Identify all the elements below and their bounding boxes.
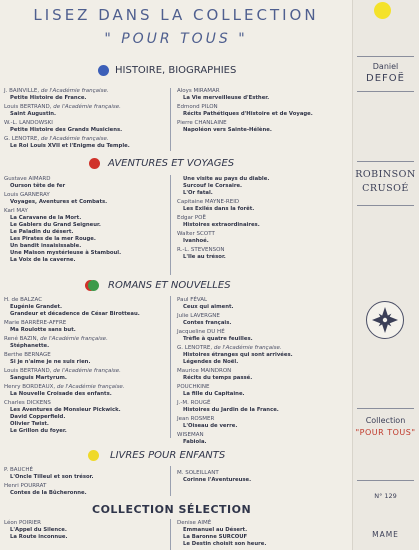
spine-divider	[357, 408, 414, 409]
book-title: Ourson tête de fer	[10, 183, 66, 189]
spine-collection-name: "POUR TOUS"	[355, 428, 416, 437]
header-line-1: LISEZ DANS LA COLLECTION	[33, 6, 319, 24]
yellow-dot-icon	[374, 2, 391, 19]
author-academy: de l'Académie française.	[40, 88, 109, 94]
author-name: Jean ROSMER	[177, 416, 215, 422]
catalog-entry	[4, 400, 174, 435]
book-title: Eugénie Grandet.	[10, 304, 63, 310]
catalog-entry	[4, 352, 174, 366]
author-academy: de l'Académie française.	[40, 136, 109, 142]
author-name: Edgar POË	[177, 215, 206, 221]
spine-title-line-1: ROBINSON	[355, 169, 416, 180]
spine-divider	[357, 205, 414, 206]
book-title: Récits du temps passé.	[183, 375, 253, 381]
book-title: David Copperfield.	[10, 414, 66, 420]
spine-collection-label: Collection	[365, 416, 406, 425]
section-enfants-right	[177, 470, 347, 486]
spine-divider	[357, 480, 414, 481]
book-title: Contes de la Bûcheronne.	[10, 490, 87, 496]
author-name: Marie BARRÈRE-AFFRE	[4, 320, 67, 326]
entry-author	[177, 199, 347, 206]
catalog-entry	[177, 313, 347, 327]
author-name: M. SOLEILLANT	[177, 470, 219, 476]
book-title: La Voix de la caverne.	[10, 257, 76, 263]
catalog-entry	[177, 520, 347, 548]
catalog-entry	[4, 368, 174, 382]
entry-author	[177, 247, 347, 254]
section-title: ROMANS ET NOUVELLES	[108, 280, 231, 291]
book-title: La Route inconnue.	[10, 534, 68, 540]
author-name: Maurice MAINDRON	[177, 368, 232, 374]
entry-author	[4, 120, 174, 127]
catalog-entry	[4, 336, 174, 350]
book-title: Olivier Twist.	[10, 421, 49, 427]
entry-author	[177, 88, 347, 95]
catalog-entry	[4, 136, 174, 150]
author-name: Karl MAY	[4, 208, 28, 214]
catalog-entry	[177, 345, 347, 366]
catalog-entry	[4, 192, 174, 206]
book-title: Voyages, Aventures et Combats.	[10, 199, 108, 205]
book-title: Le Destin choisit son heure.	[183, 541, 267, 547]
catalog-entry	[4, 467, 174, 481]
catalog-entry	[4, 320, 174, 334]
section-selection-right	[177, 520, 347, 550]
catalog-entry	[4, 384, 174, 398]
entry-author	[177, 104, 347, 111]
entry-author	[4, 384, 174, 391]
entry-author	[177, 297, 347, 304]
section-histoire-left	[4, 88, 174, 152]
book-title: Histoires étranges qui sont arrivées.	[183, 352, 293, 358]
author-name: J.-M. ROUGÉ	[177, 400, 211, 406]
catalog-entry	[177, 176, 347, 197]
author-name: Berthe BERNAGE	[4, 352, 51, 358]
section-title: COLLECTION SÉLECTION	[92, 503, 252, 516]
author-name: W.-L. LANDOWSKI	[4, 120, 53, 126]
book-title: L'Ile au trésor.	[183, 254, 226, 260]
book-title: Les Exilés dans la forêt.	[183, 206, 255, 212]
book-title: Légendes de Noël.	[183, 359, 239, 365]
green-dot-icon	[88, 280, 99, 291]
section-header-enfants	[0, 447, 352, 467]
author-name: Jacqueline DU HÉ	[177, 329, 225, 335]
catalog-entry	[177, 297, 347, 311]
book-title: Emmanuel au Désert.	[183, 527, 248, 533]
section-header-histoire	[0, 62, 352, 82]
book-title: L'Or fatal.	[183, 190, 213, 196]
book-title: La Baronne SURCOUF	[183, 534, 248, 540]
book-title: L'Oiseau de verre.	[183, 423, 238, 429]
author-academy: de l'Académie française.	[56, 384, 125, 390]
book-title: L'Appel du Silence.	[10, 527, 67, 533]
catalog-entry	[177, 215, 347, 229]
book-title: Le Roi Louis XVII et l'Enigme du Temple.	[10, 143, 130, 149]
book-title: Petite Histoire des Grands Musiciens.	[10, 127, 123, 133]
author-name: G. LENOTRE,	[4, 136, 40, 142]
author-name: Aloys MIRAMAR	[177, 88, 220, 94]
author-name: Paul FÉVAL	[177, 297, 208, 303]
book-title: La fille du Capitaine.	[183, 391, 245, 397]
section-header-selection	[0, 500, 352, 520]
section-aventures-left	[4, 176, 174, 266]
entry-author	[177, 120, 347, 127]
catalog-entry	[177, 231, 347, 245]
catalog-entry	[4, 88, 174, 102]
book-title: Une Maison mystérieuse à Stamboul.	[10, 250, 122, 256]
entry-author	[177, 432, 347, 439]
entry-author	[177, 215, 347, 222]
catalog-entry	[4, 208, 174, 264]
entry-author	[4, 352, 174, 359]
spine-author-first: Daniel	[372, 62, 399, 71]
book-title: Un bandit insaisissable.	[10, 243, 82, 249]
entry-author	[4, 336, 174, 343]
author-name: H. de BALZAC	[4, 297, 43, 303]
section-title: LIVRES POUR ENFANTS	[110, 450, 226, 461]
book-title: Les Aventures de Monsieur Pickwick.	[10, 407, 121, 413]
section-title: HISTOIRE, BIOGRAPHIES	[115, 65, 237, 76]
author-name: G. LENOTRE,	[177, 345, 213, 351]
entry-author	[4, 368, 174, 375]
red-dot-icon	[89, 158, 100, 169]
entry-author	[4, 208, 174, 215]
spine-divider	[357, 56, 414, 57]
entry-author	[4, 320, 174, 327]
author-name: Capitaine MAYNE-REID	[177, 199, 240, 205]
book-title: Trèfle à quatre feuilles.	[183, 336, 253, 342]
catalog-entry	[177, 416, 347, 430]
author-name: Denise AIMÉ	[177, 520, 212, 526]
author-name: WISEMAN	[177, 432, 204, 438]
book-title: Grandeur et décadence de César Birotteau.	[10, 311, 140, 317]
book-title: Ma Roulotte sans but.	[10, 327, 76, 333]
book-title: Le Paladin du désert.	[10, 229, 74, 235]
author-name: J. BAINVILLE,	[4, 88, 40, 94]
yellow-dot-icon	[88, 450, 99, 461]
section-header-aventures	[0, 155, 352, 175]
section-romans-right	[177, 297, 347, 448]
author-name: René BAZIN,	[4, 336, 39, 342]
section-selection-left	[4, 520, 174, 543]
author-academy: de l'Académie française.	[213, 345, 282, 351]
author-name: Louis BERTRAND,	[4, 368, 52, 374]
book-title: Petite Histoire de France.	[10, 95, 87, 101]
book-title: Sanguis Martyrum.	[10, 375, 67, 381]
book-title: Napoléon vers Sainte-Hélène.	[183, 127, 272, 133]
book-title: Les Pirates de la mer Rouge.	[10, 236, 96, 242]
author-name: Pierre CHANLAINE	[177, 120, 227, 126]
author-name: Louis BERTRAND,	[4, 104, 52, 110]
catalog-entry	[177, 400, 347, 414]
entry-author	[4, 136, 174, 143]
spine-number: N° 129	[374, 492, 397, 500]
blue-dot-icon	[98, 65, 109, 76]
book-title: La Vie merveilleuse d'Esther.	[183, 95, 270, 101]
section-enfants-left	[4, 467, 174, 499]
entry-author	[4, 520, 174, 527]
book-title: Si je n'aime je ne suis rien.	[10, 359, 91, 365]
book-title: La Caravane de la Mort.	[10, 215, 82, 221]
entry-author	[177, 345, 347, 352]
catalog-entry	[177, 88, 347, 102]
catalog-entry	[177, 368, 347, 382]
author-academy: de l'Académie française.	[53, 368, 121, 374]
entry-author	[4, 483, 174, 490]
catalog-entry	[177, 247, 347, 261]
entry-author	[4, 104, 174, 111]
entry-author	[177, 313, 347, 320]
author-name: Henry BORDEAUX,	[4, 384, 56, 390]
catalog-entry	[177, 432, 347, 446]
book-title: Le Gablers du Grand Seigneur.	[10, 222, 101, 228]
spine-author-last: DEFOË	[366, 73, 405, 84]
catalog-entry	[4, 120, 174, 134]
book-title: Saint Augustin.	[10, 111, 57, 117]
book-title: Histoires du Jardin de la France.	[183, 407, 279, 413]
book-title: Récits Pathétiques d'Histoire et de Voyage.	[183, 111, 313, 117]
spine-title-line-2: CRUSOÉ	[362, 183, 409, 194]
author-name: Henri POURRAT	[4, 483, 47, 489]
publisher-emblem-icon	[366, 301, 404, 339]
author-name: P. BAUCHÉ	[4, 467, 33, 473]
entry-author	[177, 400, 347, 407]
author-name: Louis GARNERAY	[4, 192, 50, 198]
book-title: Une visite au pays du diable.	[183, 176, 270, 182]
catalog-entry	[4, 520, 174, 541]
catalog-entry	[177, 104, 347, 118]
book-title: Surcouf le Corsaire.	[183, 183, 243, 189]
book-title: L'Oncle Tilleul et son trésor.	[10, 474, 94, 480]
catalog-entry	[4, 297, 174, 318]
author-name: Gustave AIMARD	[4, 176, 51, 182]
book-title: Le Grillon du foyer.	[10, 428, 67, 434]
entry-author	[4, 176, 174, 183]
author-name: Charles DICKENS	[4, 400, 51, 406]
book-title: Histoires extraordinaires.	[183, 222, 260, 228]
spine-divider	[357, 161, 414, 162]
book-title: La Nouvelle Croisade des enfants.	[10, 391, 112, 397]
section-title: AVENTURES ET VOYAGES	[108, 158, 235, 169]
section-aventures-right	[177, 176, 347, 263]
catalog-entry	[177, 470, 347, 484]
book-title: Fabiola.	[183, 439, 207, 445]
catalog-entry	[4, 104, 174, 118]
section-histoire-right	[177, 88, 347, 136]
spine-publisher: MAME	[372, 530, 399, 539]
header-line-2: " POUR TOUS "	[104, 31, 248, 47]
book-title: Ceux qui aiment.	[183, 304, 234, 310]
entry-author	[4, 192, 174, 199]
author-name: Léon POIRIER	[4, 520, 41, 526]
author-name: R.-L. STEVENSON	[177, 247, 225, 253]
book-title: Corinne l'Aventureuse.	[183, 477, 252, 483]
author-name: Julie LAVERGNE	[177, 313, 220, 319]
entry-author	[4, 297, 174, 304]
catalog-entry	[177, 329, 347, 343]
entry-author	[177, 384, 347, 391]
author-name: POUCHKINE	[177, 384, 210, 390]
catalog-entry	[177, 384, 347, 398]
entry-author	[4, 88, 174, 95]
author-name: Walter SCOTT	[177, 231, 215, 237]
entry-author	[177, 231, 347, 238]
entry-author	[177, 329, 347, 336]
book-title: Ivanhoé.	[183, 238, 209, 244]
entry-author	[4, 400, 174, 407]
author-name: Edmond PILON	[177, 104, 218, 110]
section-romans-left	[4, 297, 174, 437]
catalog-entry	[4, 483, 174, 497]
author-academy: de l'Académie française.	[40, 336, 108, 342]
entry-author	[177, 416, 347, 423]
entry-author	[177, 368, 347, 375]
catalog-entry	[4, 176, 174, 190]
catalog-entry	[177, 120, 347, 134]
entry-author	[177, 520, 347, 527]
entry-author	[177, 470, 347, 477]
book-title: Contes français.	[183, 320, 232, 326]
author-academy: de l'Académie française.	[53, 104, 121, 110]
entry-author	[4, 467, 174, 474]
book-title: Stéphanette.	[10, 343, 50, 349]
section-header-romans	[0, 277, 352, 297]
catalog-entry	[177, 199, 347, 213]
spine-divider	[357, 91, 414, 92]
